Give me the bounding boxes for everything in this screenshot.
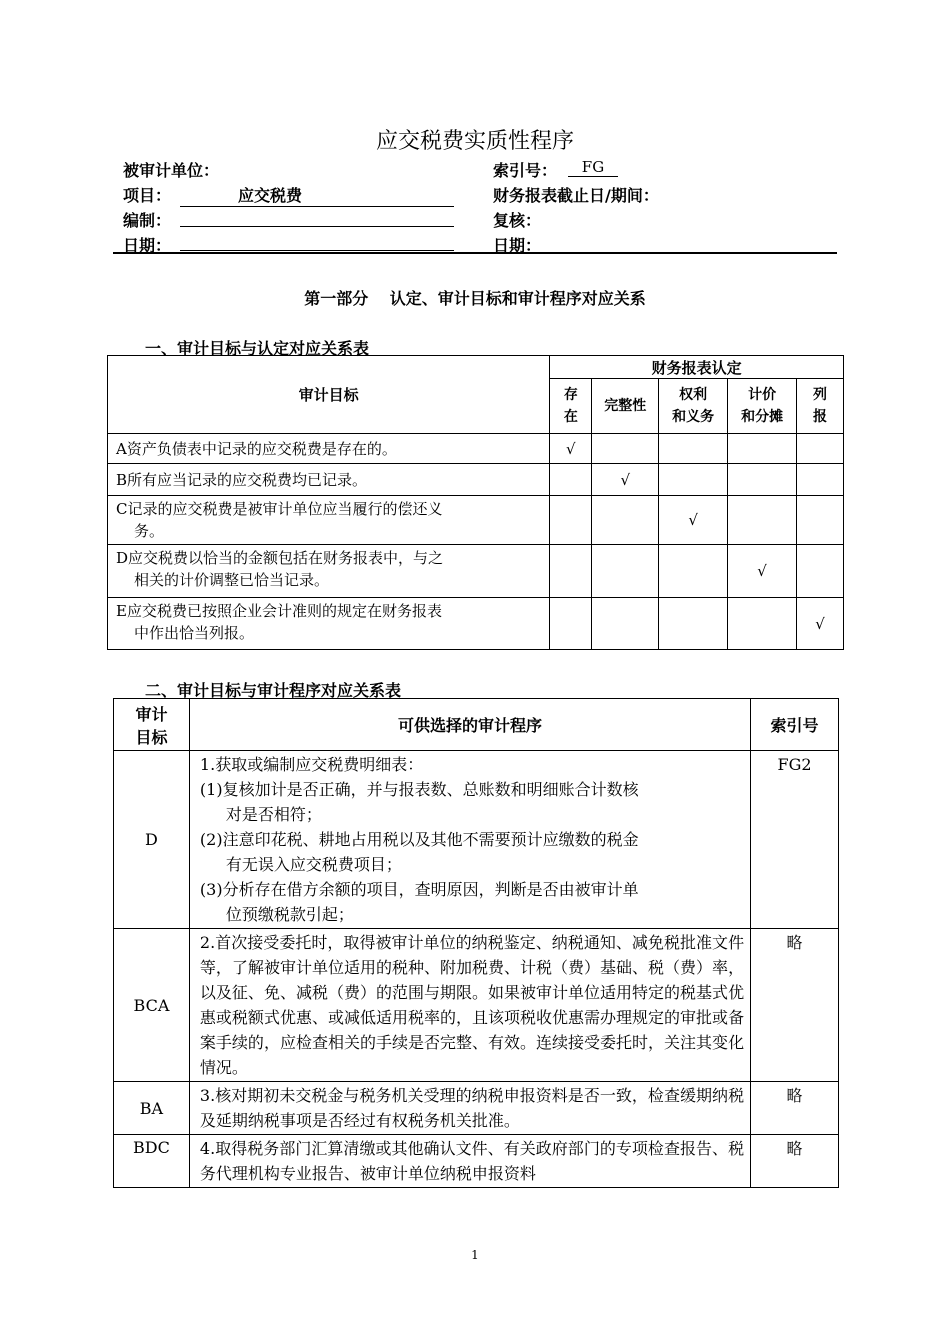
index-ref: 略: [751, 929, 839, 1082]
procedure-text: 2.首次接受委托时，取得被审计单位的纳税鉴定、纳税通知、减免税批准文件等，了解被审计单位适用的税种、附加税费、计税（费）基础、税（费）率，以及征、免、减税（费）的范围与期限。如果被审计单位适用特定的税基式优惠或税额式优惠、或减低适用税率的，且该项税收优惠需办理规定的审批或备案手续的，应检查相关的手续是否完整、有效。连续接受委托时，关注其变化情况。: [189, 929, 750, 1082]
project-label: 项目：: [123, 186, 172, 205]
prepared-underline: [180, 226, 454, 227]
procedure-text: 1.获取或编制应交税费明细表： (1)复核加计是否正确，并与报表数、总账数和明细账合计数核 对是否相符； (2)注意印花税、耕地占用税以及其他不需要预计应缴数的税金 有无误入应交税费项目； (3)分析存在借方余额的项目，查明原因，判断是否由被审计单 位预缴税款引起；: [189, 751, 750, 929]
check-mark: √: [728, 545, 797, 598]
assertion-table: [107, 355, 844, 650]
goal-code: BDC: [114, 1135, 190, 1188]
procedure-text: 3.核对期初未交税金与税务机关受理的纳税申报资料是否一致，检查缓期纳税及延期纳税事项是否经过有权税务机关批准。: [189, 1082, 750, 1135]
table-row: [108, 434, 844, 464]
col-procedure: 可供选择的审计程序: [189, 699, 750, 751]
page-number: 1: [471, 1248, 479, 1262]
table-row: [114, 1135, 839, 1188]
section2-heading: 二、审计目标与审计程序对应关系表: [145, 681, 402, 700]
goal-b: B所有应当记录的应交税费均已记录。: [108, 464, 550, 496]
index-ref: 略: [751, 1082, 839, 1135]
table-row: [108, 496, 844, 545]
period-label: 财务报表截止日/期间：: [493, 186, 659, 205]
assertion-completeness: 完整性: [592, 379, 659, 434]
goal-code: D: [114, 751, 190, 929]
review-label: 复核：: [493, 211, 542, 230]
check-mark: √: [797, 598, 844, 650]
prepared-label: 编制：: [123, 211, 172, 230]
page-title: 应交税费实质性程序: [375, 129, 574, 154]
table-row: [108, 545, 844, 598]
goal-c: C记录的应交税费是被审计单位应当履行的偿还义 务。: [108, 496, 550, 545]
index-ref: FG2: [751, 751, 839, 929]
assertion-rights: 权利 和义务: [659, 379, 728, 434]
check-mark: √: [592, 464, 659, 496]
table-row: [108, 464, 844, 496]
table-row: [114, 929, 839, 1082]
goal-code: BA: [114, 1082, 190, 1135]
assertion-existence: 存 在: [550, 379, 592, 434]
index-label: 索引号：: [493, 161, 558, 180]
goal-code: BCA: [114, 929, 190, 1082]
table-row: [114, 751, 839, 929]
procedure-text: 4.取得税务部门汇算清缴或其他确认文件、有关政府部门的专项检查报告、税务代理机构专业报告、被审计单位纳税申报资料: [189, 1135, 750, 1188]
date-label-left: 日期：: [123, 236, 172, 255]
goal-e: E应交税费已按照企业会计准则的规定在财务报表 中作出恰当列报。: [108, 598, 550, 650]
index-value: FG: [568, 158, 618, 177]
assertion-valuation: 计价 和分摊: [728, 379, 797, 434]
col-index: 索引号: [751, 699, 839, 751]
table-row: [108, 598, 844, 650]
project-value: 应交税费: [180, 183, 454, 207]
col-goal: 审计目标: [108, 356, 550, 434]
header-rule: [113, 252, 837, 254]
part-title: 第一部分 认定、审计目标和审计程序对应关系: [304, 289, 646, 308]
date-label-right: 日期：: [493, 236, 542, 255]
check-mark: √: [550, 434, 592, 464]
section1-heading: 一、审计目标与认定对应关系表: [145, 339, 370, 358]
date-underline: [180, 250, 454, 251]
col-assertion-group: 财务报表认定: [550, 356, 844, 379]
table-row: [114, 1082, 839, 1135]
assertion-presentation: 列 报: [797, 379, 844, 434]
goal-d: D应交税费以恰当的金额包括在财务报表中，与之 相关的计价调整已恰当记录。: [108, 545, 550, 598]
check-mark: √: [659, 496, 728, 545]
col-goal: 审计 目标: [114, 699, 190, 751]
procedure-table: [113, 698, 839, 1188]
index-ref: 略: [751, 1135, 839, 1188]
auditee-label: 被审计单位：: [123, 161, 220, 180]
goal-a: A资产负债表中记录的应交税费是存在的。: [108, 434, 550, 464]
